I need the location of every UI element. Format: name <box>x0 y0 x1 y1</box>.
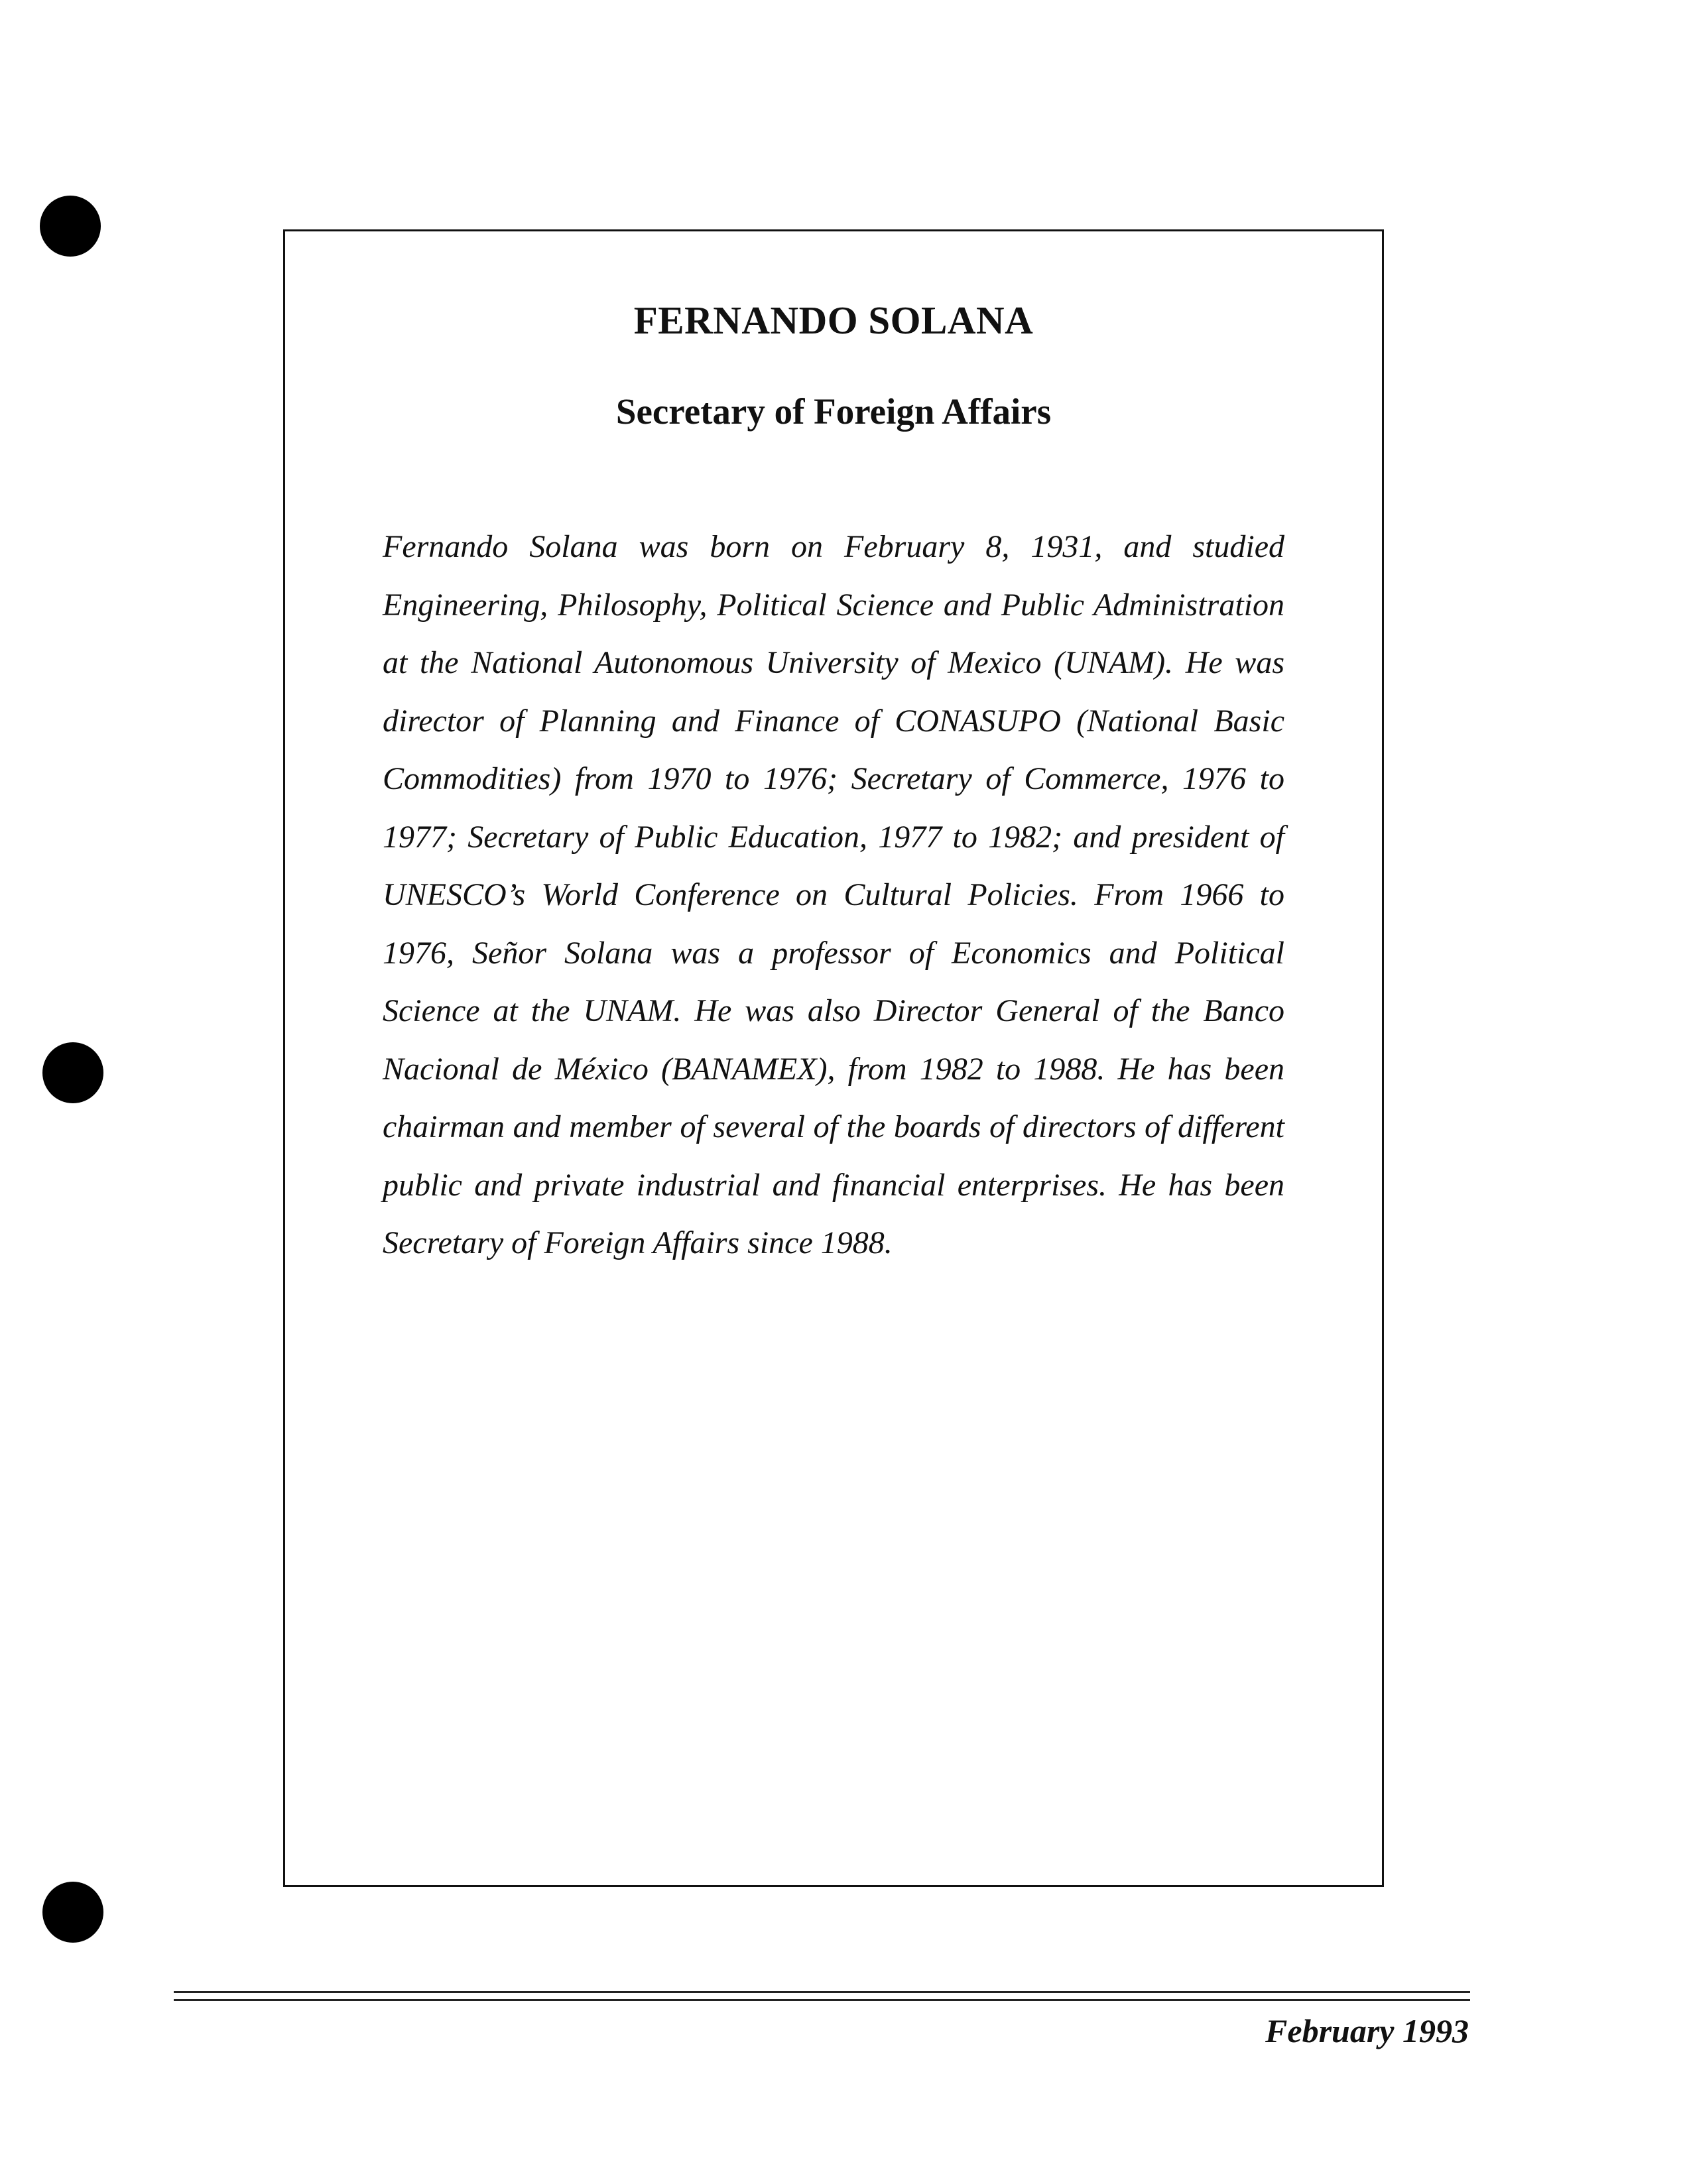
footer-rule-top <box>174 1991 1470 1993</box>
biography-box <box>283 229 1384 1887</box>
footer-date: February 1993 <box>1265 2012 1469 2049</box>
punch-hole-middle <box>42 1042 103 1103</box>
punch-hole-top <box>40 196 101 257</box>
person-position: Secretary of Foreign Affairs <box>615 391 1052 432</box>
person-name: FERNANDO SOLANA <box>633 298 1034 342</box>
punch-hole-bottom <box>42 1882 103 1943</box>
footer-rule-bottom <box>174 1999 1470 2001</box>
biography-paragraph: Fernando Solana was born on February 8, 1931, and studied Engineering, Philosophy, Political Science and Public Administration at the National Autonomous University of Mexico (UNAM). He was director of Planning and Finance of CONASUPO (National Basic Commodities) from 1970 to 1976; Secretary of Commerce, 1976 to 1977; Secretary of Public Education, 1977 to 1982; and president of UNESCO’s World Conference on Cultural Policies. From 1966 to 1976, Señor Solana was a professor of Economics and Political Science at the UNAM. He was also Director General of the Banco Nacional de México (BANAMEX), from 1982 to 1988. He has been chairman and member of several of the boards of directors of different public and private industrial and financial enterprises. He has been Secretary of Foreign Affairs since 1988. <box>383 529 1284 1260</box>
